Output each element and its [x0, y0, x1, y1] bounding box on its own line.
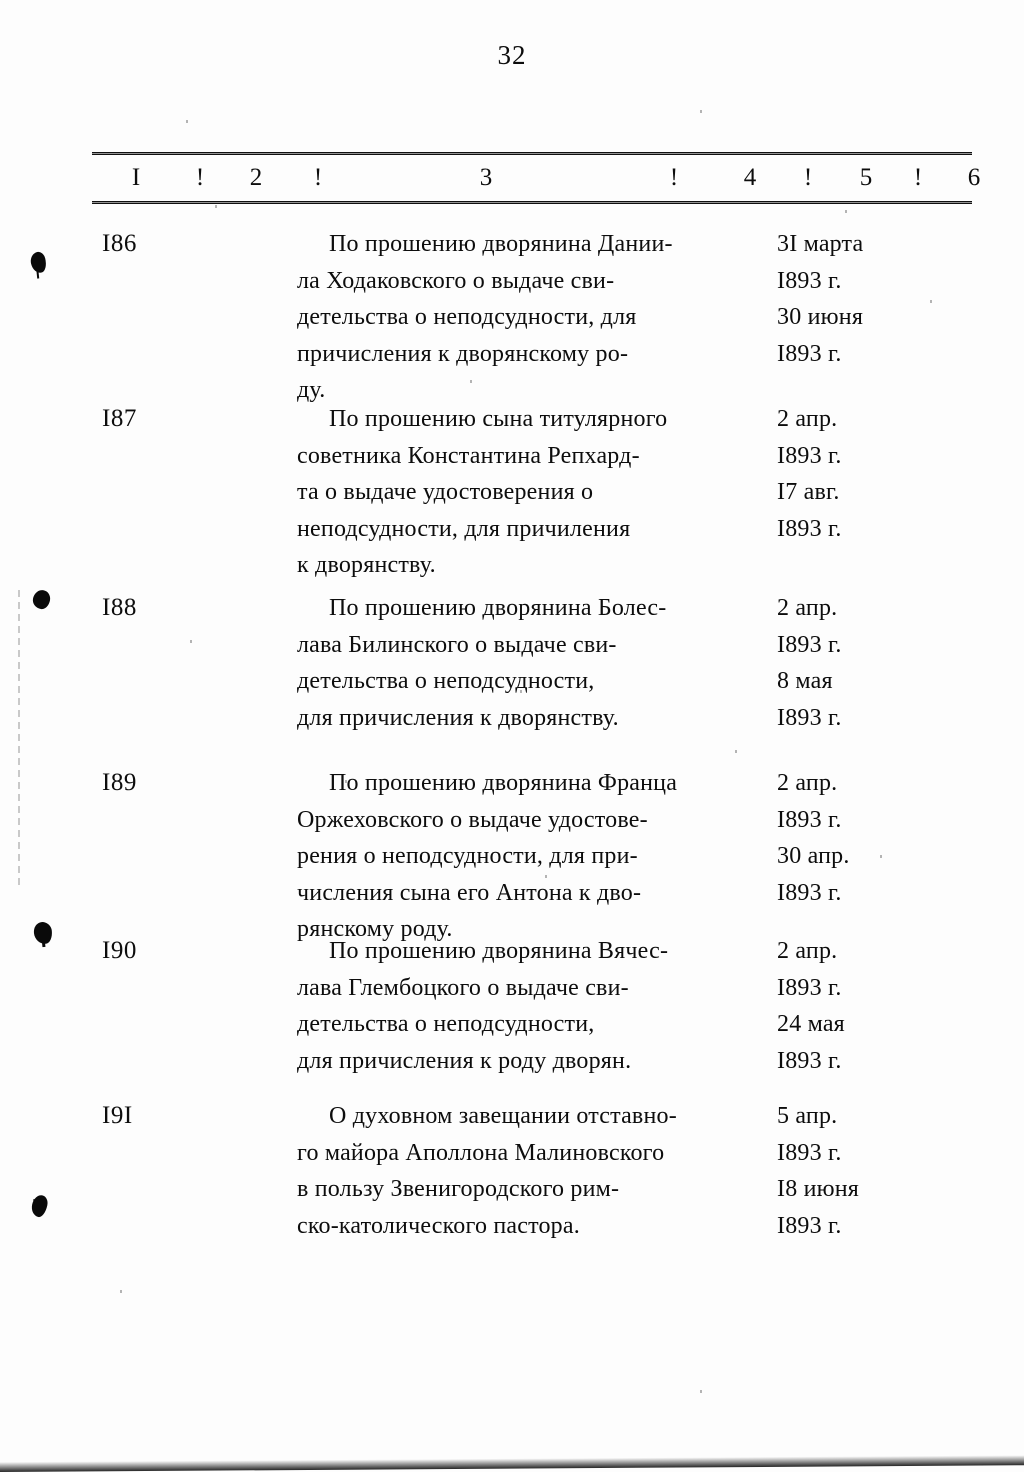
entry-number: I89 [102, 769, 137, 796]
column-separator-mark: ! [313, 164, 323, 191]
entry-number: I86 [102, 230, 137, 257]
entry-date: I893 г. [777, 704, 842, 731]
entry-date: I893 г. [777, 1047, 842, 1074]
entry-line [297, 547, 877, 584]
entry-date: I893 г. [777, 267, 842, 294]
header-rule-top [92, 152, 972, 155]
entry-date: I893 г. [777, 515, 842, 542]
entry-date: 3I марта [777, 231, 864, 257]
entry-number: I9I [102, 1102, 133, 1129]
ink-blot-1 [29, 250, 49, 274]
entry-number: I90 [102, 937, 137, 964]
entry-line [297, 970, 877, 1007]
entry-description: По прошению дворянина Вячес- [329, 938, 669, 964]
entry-number: I88 [102, 594, 137, 621]
entry-line [297, 511, 877, 548]
entry-date: 8 мая [777, 668, 833, 694]
entry-description: детельства о неподсудности, [297, 668, 595, 694]
entry-description: та о выдаче удостоверения о [297, 479, 594, 505]
column-separator-mark: ! [913, 164, 923, 191]
scan-speck [545, 875, 547, 878]
ink-blot-4 [30, 1194, 49, 1219]
entry-line [297, 663, 877, 700]
entry-date: I7 авг. [777, 479, 840, 505]
entry-description: в пользу Звенигородского рим- [297, 1176, 620, 1202]
entry-body [297, 226, 877, 409]
entry-date: 2 апр. [777, 770, 838, 796]
scan-speck [520, 690, 522, 693]
entry-date: I893 г. [777, 1212, 842, 1239]
entry-line [297, 1006, 877, 1043]
entry-description: ско-католического пастора. [297, 1212, 580, 1239]
entry-date: 2 апр. [777, 595, 838, 621]
entry-date: 30 апр. [777, 843, 850, 869]
entry-description: По прошению дворянина Болес- [329, 595, 667, 621]
scan-speck [930, 300, 932, 303]
column-separator-mark: ! [195, 164, 205, 191]
entry-body [297, 765, 877, 948]
entry-description: рянскому роду. [297, 916, 453, 942]
entry-line [297, 336, 877, 373]
entry-line [297, 226, 877, 263]
entry-description: лава Билинского о выдаче сви- [297, 631, 617, 658]
entry-date: I893 г. [777, 879, 842, 906]
entry-description: го майора Аполлона Малиновского [297, 1139, 665, 1166]
entry-line [297, 765, 877, 802]
entry-date: I893 г. [777, 631, 842, 658]
entry-date: 30 июня [777, 304, 864, 330]
entry-date: I893 г. [777, 974, 842, 1001]
entry-description: О духовном завещании отставно- [329, 1103, 677, 1129]
entry-line [297, 1171, 877, 1208]
scan-speck [735, 750, 737, 753]
entry-line [297, 933, 877, 970]
column-header-6: 6 [967, 164, 981, 191]
entry-line [297, 401, 877, 438]
entry-line [297, 700, 877, 737]
entry-description: для причисления к дворянству. [297, 704, 619, 731]
entry-line [297, 299, 877, 336]
entry-date: I893 г. [777, 340, 842, 367]
entry-date: 24 мая [777, 1011, 845, 1037]
entry-description: По прошению дворянина Дании- [329, 231, 673, 257]
entry-description: к дворянству. [297, 552, 436, 578]
entry-line [297, 627, 877, 664]
scan-speck [120, 1290, 122, 1293]
entry-description: детельства о неподсудности, [297, 1011, 595, 1037]
scan-speck [880, 855, 882, 858]
ink-blot-2 [31, 589, 51, 611]
column-header-I: I [131, 164, 141, 191]
entry-description: детельства о неподсудности, для [297, 304, 637, 330]
table-header-band [92, 152, 981, 204]
entry-description: Оржеховского о выдаче удостове- [297, 806, 648, 833]
entry-line [297, 1135, 877, 1172]
entry-description: числения сына его Антона к дво- [297, 879, 642, 906]
entry-line [297, 1043, 877, 1080]
entry-description: лава Глембоцкого о выдаче сви- [297, 974, 629, 1001]
scan-edge-left [18, 590, 20, 890]
entry-line [297, 263, 877, 300]
entry-description: рения о неподсудности, для при- [297, 843, 638, 869]
column-separator-mark: ! [669, 164, 679, 191]
column-header-2: 2 [249, 164, 263, 191]
entry-line [297, 438, 877, 475]
column-header-4: 4 [743, 164, 757, 191]
scan-speck [845, 210, 847, 213]
entry-line [297, 875, 877, 912]
entry-body [297, 933, 877, 1079]
ink-blot-3 [33, 921, 53, 945]
scan-speck [470, 380, 472, 383]
column-header-5: 5 [859, 164, 873, 191]
column-header-3: 3 [479, 164, 493, 191]
scan-speck [345, 780, 347, 783]
scan-speck [700, 1390, 702, 1393]
entry-date: 5 апр. [777, 1103, 838, 1129]
entry-description: По прошению сына титулярного [329, 406, 668, 432]
entry-description: ду. [297, 377, 326, 403]
entry-date: I893 г. [777, 1139, 842, 1166]
entry-description: неподсудности, для причиления [297, 515, 631, 542]
scan-speck [186, 120, 188, 123]
entry-date: I893 г. [777, 806, 842, 833]
entry-line [297, 474, 877, 511]
entry-date: 2 апр. [777, 938, 838, 964]
header-rule-bottom [92, 201, 972, 204]
scan-speck [190, 640, 192, 643]
entry-line [297, 1098, 877, 1135]
entry-line [297, 802, 877, 839]
entry-description: советника Константина Репхард- [297, 442, 640, 469]
entry-body [297, 1098, 877, 1244]
scan-speck [700, 110, 702, 113]
entry-description: По прошению дворянина Франца [329, 770, 678, 796]
entry-body [297, 401, 877, 584]
page-number: 32 [497, 40, 527, 70]
entry-number: I87 [102, 405, 137, 432]
entry-line [297, 590, 877, 627]
entry-line [297, 838, 877, 875]
entry-date: I893 г. [777, 442, 842, 469]
entry-date: 2 апр. [777, 406, 838, 432]
entry-body [297, 590, 877, 736]
entry-description: ла Ходаковского о выдаче сви- [297, 267, 615, 294]
entry-line [297, 1208, 877, 1245]
entry-description: для причисления к роду дворян. [297, 1047, 632, 1074]
column-separator-mark: ! [803, 164, 813, 191]
scan-speck [305, 720, 307, 723]
entry-description: причисления к дворянскому ро- [297, 340, 629, 367]
scan-speck [215, 205, 217, 208]
entry-date: I8 июня [777, 1176, 860, 1202]
